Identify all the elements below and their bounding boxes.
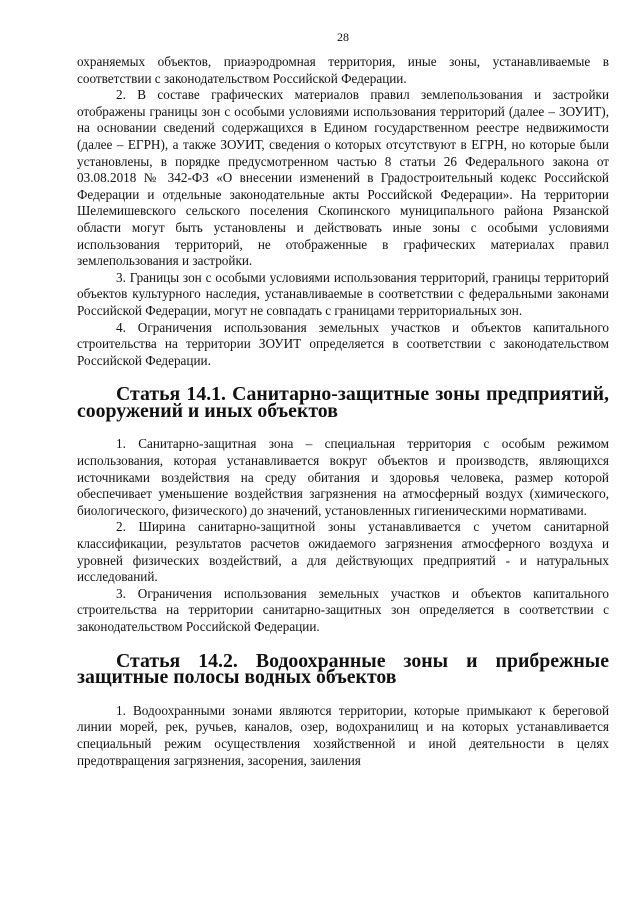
article-14-1-body xyxy=(77,436,609,635)
article-14-1-paragraph-1: 1. Санитарно-защитная зона – специальная территория с особым режимом использования, которая устанавливается вокруг объектов и производств, являющихся источниками воздействия на среду обитания и здоровья человека, размер которой обеспечивает уменьшение воздействия загрязнения на атмосферный воздух (химического, биологического, физического) до значений, установленных гигиеническими нормативами. xyxy=(77,436,609,518)
paragraph-4-restrictions: 4. Ограничения использования земельных участков и объектов капитального строительства на территории ЗОУИТ определяется в соответствии с законодательством Российской Федерации. xyxy=(77,319,609,368)
article-14-1-paragraph-2: 2. Ширина санитарно-защитной зоны устанавливается с учетом санитарной классификации, результатов расчетов ожидаемого загрязнения атмосферного воздуха и уровней физических воздействий, а для действующих предприятий - и натуральных исследований. xyxy=(77,519,609,585)
article-14-2-heading: Статья 14.2. Водоохранные зоны и прибрежные защитные полосы водных объектов xyxy=(77,649,609,689)
article-14-2-body xyxy=(77,703,609,769)
paragraph-3-zone-boundaries: 3. Границы зон с особыми условиями использования территорий, границы территорий объектов культурного наследия, устанавливаемые в соответствии с федеральными законами Российской Федерации, могут не совпадать с границами территориальных зон. xyxy=(77,269,609,318)
document-page xyxy=(77,30,609,769)
paragraph-2-graphic-materials: 2. В составе графических материалов правил землепользования и застройки отображены границы зон с особыми условиями использования территорий (далее – ЗОУИТ), на основании сведений содержащихся в Едином государственном реестре недвижимости (далее – ЕГРН), а также ЗОУИТ, сведения о которых отсутствуют в ЕГРН, но которые были установлены, в порядке предусмотренном частью 8 статьи 26 Федерального закона от 03.08.2018 № 342-ФЗ «О внесении изменений в Градостроительный кодекс Российской Федерации и отдельные законодательные акты Российской Федерации». На территории Шелемишевского сельского поселения Скопинского муниципального района Рязанской области могут быть установлены и действовать иные зоны с особыми условиями использования территорий, не отображенные в графических материалах правил землепользования и застройки. xyxy=(77,87,609,269)
article-14-1-paragraph-3: 3. Ограничения использования земельных участков и объектов капитального строительства на территории санитарно-защитных зон определяется в соответствии с законодательством Российской Федерации. xyxy=(77,585,609,634)
article-14-1-heading: Статья 14.1. Санитарно-защитные зоны предприятий, сооружений и иных объектов xyxy=(77,383,609,422)
article-14-2-paragraph-1: 1. Водоохранными зонами являются территории, которые примыкают к береговой линии морей, рек, ручьев, каналов, озер, водохранилищ и на которых устанавливается специальный режим осуществления хозяйственной и иной деятельности в целях предотвращения загрязнения, засорения, заиления xyxy=(77,702,609,768)
paragraph-continuation: охраняемых объектов, приаэродромная территория, иные зоны, устанавливаемые в соответствии с законодательством Российской Федерации. xyxy=(77,54,609,86)
page-number: 28 xyxy=(337,30,349,44)
